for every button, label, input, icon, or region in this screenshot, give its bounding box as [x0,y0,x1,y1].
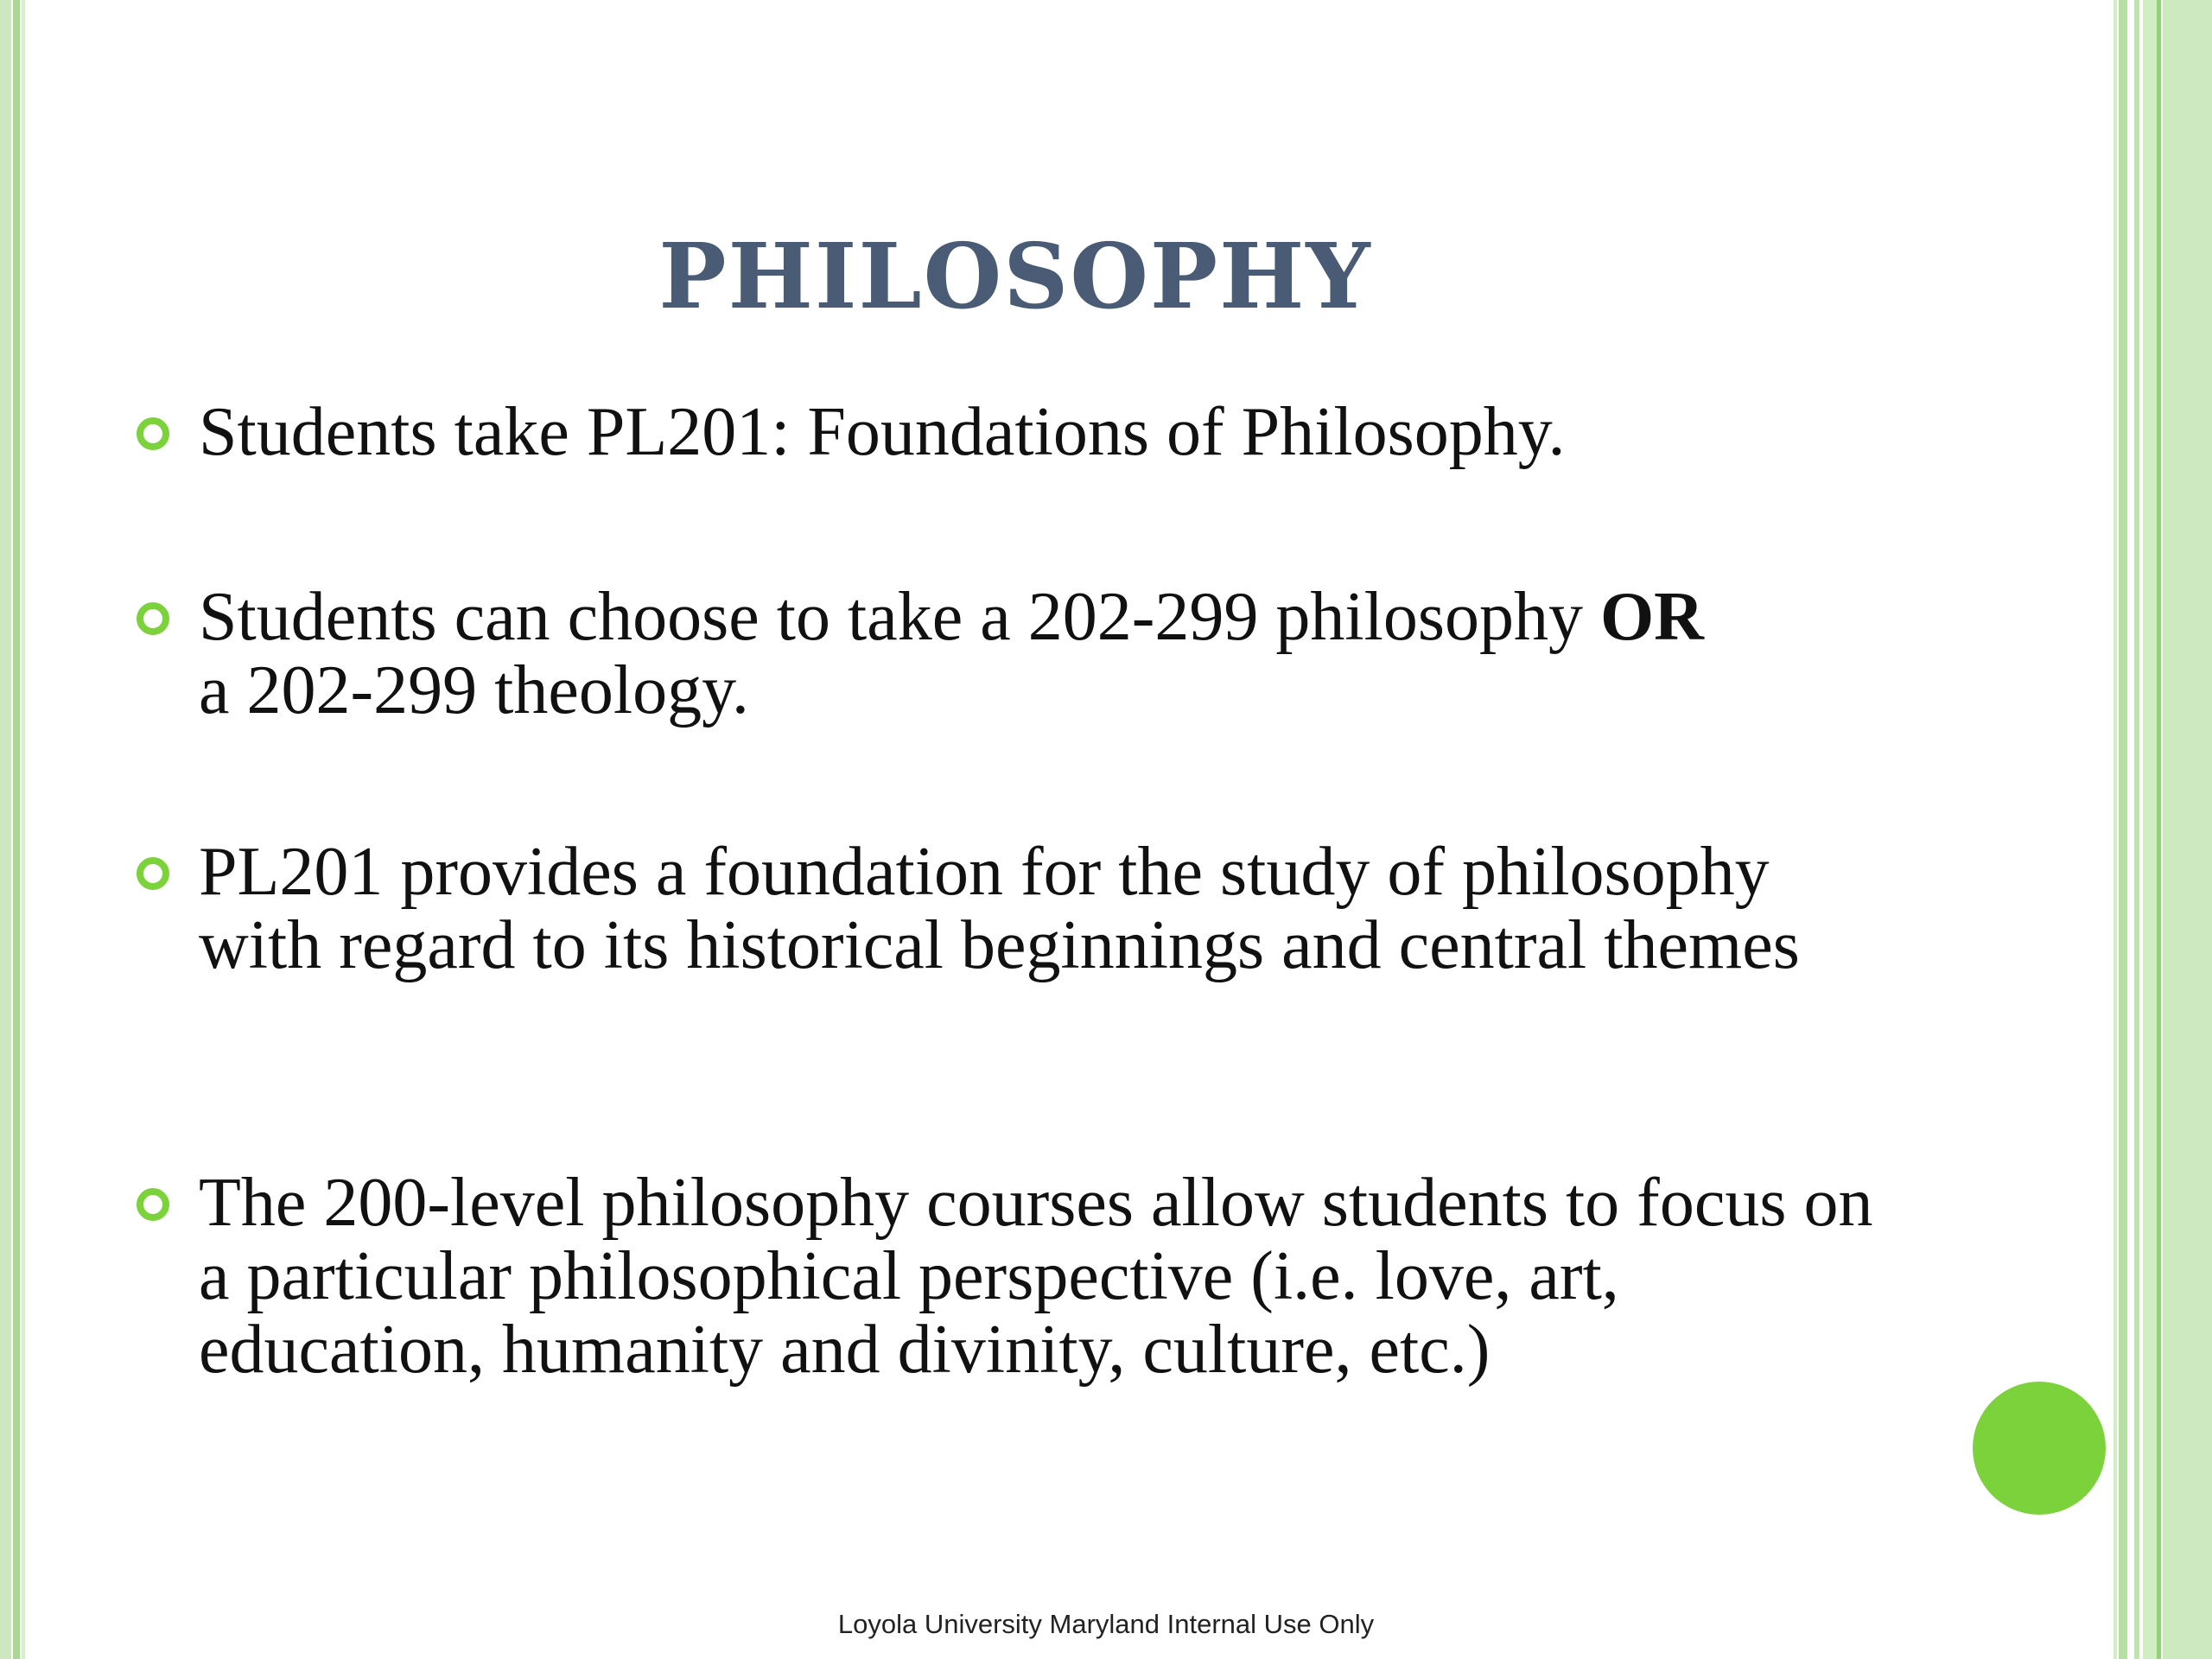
bullet-text-part: a 202-299 theology. [199,652,749,728]
right-border-stripe [2113,0,2117,1659]
bullet-text [199,581,1961,728]
bullet-ring-icon [137,1188,169,1221]
right-border-stripe [2134,0,2139,1659]
right-border-stripe [2119,0,2127,1659]
footer-text: Loyola University Maryland Internal Use Only [837,1609,1375,1639]
bullet-ring-icon [137,602,169,635]
right-border-stripe [2157,0,2161,1659]
bullet-text: PL201 provides a foundation for the study of philosophy with regard to its historical beginnings and central themes [199,834,1800,983]
bullet-ring-icon [137,417,169,450]
bullet-text-part: Students can choose to take a 202-299 philosophy [199,579,1600,655]
bullet-ring-icon [137,857,169,890]
bullet-text-bold: OR [1599,579,1704,655]
bullet-text: The 200-level philosophy courses allow students to focus on a particular philosophical perspective (i.e. love, art, education, humanity and divinity, culture, etc.) [199,1165,1873,1388]
right-border-stripe [2163,0,2212,1659]
slide-title: PHILOSOPHY [658,223,1372,329]
bullet-text: Students take PL201: Foundations of Philosophy. [199,394,1566,470]
right-border-stripe [2143,0,2157,1659]
decorative-green-circle [1973,1382,2106,1515]
